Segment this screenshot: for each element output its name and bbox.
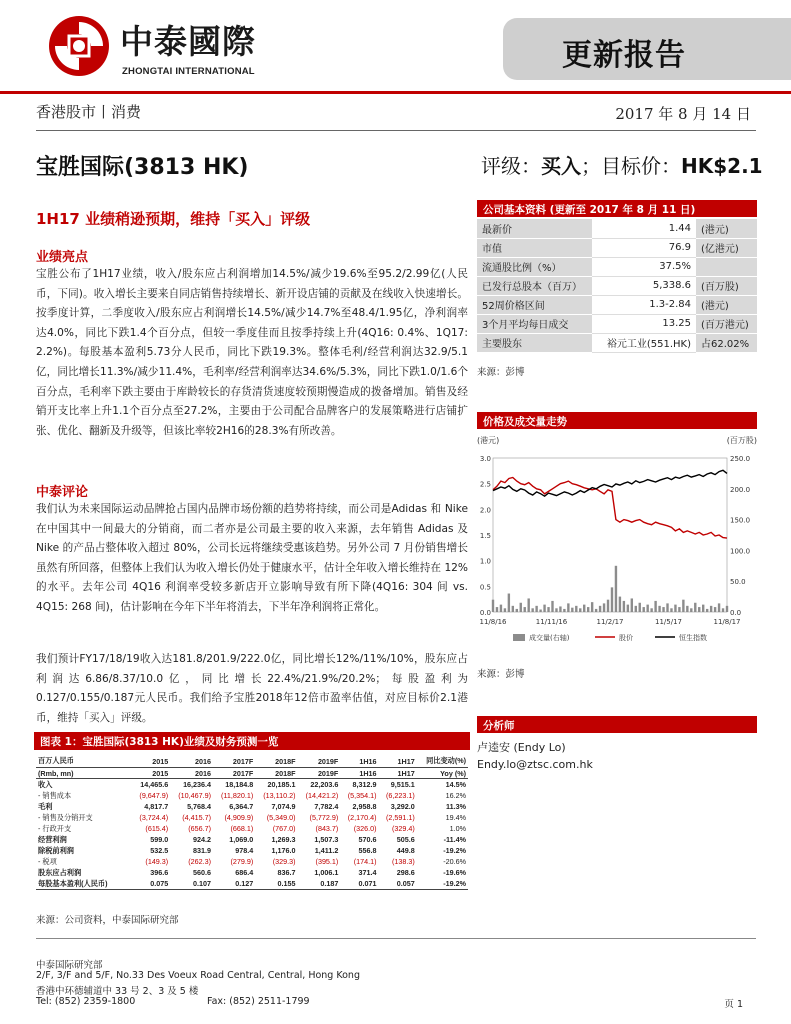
volume-bar — [520, 603, 522, 612]
fin-row — [36, 790, 468, 801]
volume-bar — [627, 605, 629, 612]
fin-cell: 3,292.0 — [390, 802, 415, 811]
volume-bar — [722, 608, 724, 612]
fin-cell: 毛利 — [38, 801, 53, 811]
fin-cell: 505.6 — [396, 835, 415, 844]
volume-bar — [670, 608, 672, 612]
volume-bar — [726, 606, 728, 612]
volume-bar — [531, 608, 533, 612]
basic-info-unit: 占62.02% — [696, 333, 757, 352]
volume-bar — [646, 605, 648, 612]
left-axis-label: (港元) — [477, 436, 500, 445]
x-tick-label: 11/8/17 — [713, 618, 741, 626]
fin-cell: (10,467.9) — [178, 791, 212, 800]
fin-row — [36, 834, 468, 845]
fin-cell: (3,724.4) — [139, 813, 169, 822]
volume-bar — [639, 603, 641, 612]
fin-header-cell: 百万人民币 — [38, 756, 74, 765]
fin-cell: 18,184.8 — [225, 780, 254, 789]
basic-info-source: 来源：彭博 — [477, 367, 525, 378]
logo-chinese-name: 中泰國際 — [120, 22, 256, 61]
fin-cell: 8,312.9 — [352, 780, 377, 789]
fin-cell: (9,647.9) — [139, 791, 169, 800]
volume-bar — [595, 609, 597, 612]
company-title: 宝胜国际(3813 HK) — [36, 155, 249, 180]
comment-paragraph: 我们认为未来国际运动品牌抢占国内品牌市场份额的趋势将持续，而公司是Adidas 和 Nike 在中国其中一间最大的分销商，而二者亦是公司最主要的收入来源，去年销售 Adidas 及 Nike 的产品占整体收入超过 80%，公司长远将继续受惠该趋势。另外公司 7 月份销售增长虽然有所回落，但整体上我们认为收入增长仍处于健康水平，估计全年收入增长维持在 12%的水平。去年公司 4Q16 利润率受较多新店开立影响导致有所下降(4Q16: 304 间 vs. 4Q15: 268 间)，估计影响在今年下半年将消去，下半年净利润将正常化。 — [36, 503, 468, 613]
basic-info-unit: (港元) — [696, 295, 757, 314]
forecast-paragraph: 我们预计FY17/18/19收入达181.8/201.9/222.0亿，同比增长12%/11%/10%，股东应占利润达6.86/8.37/10.0亿，同比增长22.4%/21.9%/20.2%；每股盈利为0.127/0.155/0.187元人民币。我们给予宝胜2018年12倍市盈率估值，对应目标价2.1港币，维持「买入」评级。 — [36, 653, 468, 724]
fin-cell: -19.6% — [443, 868, 466, 877]
volume-bar — [539, 610, 541, 612]
analyst-email-link[interactable]: Endy.lo@ztsc.com.hk — [477, 758, 593, 771]
fin-cell: 6,364.7 — [229, 802, 254, 811]
report-type-title: 更新报告 — [562, 38, 686, 73]
fin-cell: 0.187 — [297, 878, 340, 890]
left-tick-label: 0.5 — [479, 583, 491, 592]
price-chart-source: 来源：彭博 — [477, 669, 525, 680]
fin-cell: 1,176.0 — [271, 846, 296, 855]
x-tick-label: 11/11/16 — [535, 618, 568, 626]
volume-bar — [678, 607, 680, 612]
header-divider — [0, 91, 791, 94]
fin-cell: - 销售及分销开支 — [38, 812, 93, 822]
fin-cell: (11,820.1) — [221, 791, 254, 800]
fin-cell: - 销售成本 — [38, 790, 72, 800]
basic-info-table — [477, 219, 757, 353]
fin-cell: (6,223.1) — [385, 791, 415, 800]
volume-bar — [579, 608, 581, 612]
volume-bar — [559, 606, 561, 612]
fin-cell: - 税项 — [38, 856, 57, 866]
fin-cell: (2,591.1) — [385, 813, 415, 822]
fin-cell: 0.071 — [340, 878, 378, 890]
fin-cell: 22,203.6 — [310, 780, 339, 789]
right-tick-label: 150.0 — [730, 516, 751, 525]
volume-bar — [555, 608, 557, 612]
fin-cell: 每股基本盈利(人民币) — [36, 878, 132, 890]
fin-cell: 19.4% — [445, 813, 466, 822]
basic-info-row — [477, 219, 757, 238]
fin-header-cell: 2018F — [275, 756, 296, 766]
volume-bar — [527, 598, 529, 612]
fin-cell: 371.4 — [358, 868, 377, 877]
analyst-name: 卢逵安 (Endy Lo) — [477, 741, 566, 754]
fin-cell: 1,069.0 — [229, 835, 254, 844]
basic-info-row — [477, 276, 757, 295]
fin-cell: 0.075 — [132, 878, 170, 890]
volume-bar — [563, 609, 565, 612]
volume-bar — [714, 607, 716, 612]
fin-cell: 1,269.3 — [271, 835, 296, 844]
volume-bar — [547, 607, 549, 612]
basic-info-unit: (港元) — [696, 219, 757, 238]
basic-info-row — [477, 295, 757, 314]
left-tick-label: 1.0 — [479, 557, 491, 566]
fin-cell: 831.9 — [193, 846, 212, 855]
fin-cell: (14,421.2) — [305, 791, 339, 800]
report-headline: 1H17 业绩稍逊预期，维持「买入」评级 — [36, 210, 311, 228]
x-tick-label: 11/5/17 — [655, 618, 682, 626]
volume-bar — [682, 600, 684, 612]
fin-cell: 1.0% — [449, 824, 466, 833]
volume-bar — [603, 603, 605, 612]
basic-info-row — [477, 314, 757, 333]
basic-info-unit: (百万港元) — [696, 314, 757, 333]
volume-bar — [710, 606, 712, 612]
fin-row — [36, 845, 468, 856]
fin-subheader-cell: (Rmb, mn) — [36, 768, 132, 779]
basic-info-label: 3个月平均每日成交 — [477, 314, 592, 333]
volume-bar — [666, 603, 668, 612]
fin-cell: 556.8 — [358, 846, 377, 855]
fin-subheader-cell: 2017F — [213, 768, 255, 779]
fin-cell: 686.4 — [235, 868, 254, 877]
fin-row — [36, 812, 468, 823]
basic-info-value: 13.25 — [592, 314, 696, 333]
fin-cell: 570.6 — [358, 835, 377, 844]
volume-bar — [504, 608, 506, 612]
fin-cell: (4,909.9) — [224, 813, 254, 822]
volume-bar — [654, 601, 656, 612]
fin-subheader-cell: 2019F — [297, 768, 340, 779]
fin-cell: 9,515.1 — [390, 780, 415, 789]
basic-info-value: 76.9 — [592, 238, 696, 257]
footer-tel: Tel: (852) 2359-1800 — [36, 996, 136, 1007]
footer-fax: Fax: (852) 2511-1799 — [207, 996, 310, 1007]
fin-cell: 收入 — [38, 779, 53, 789]
volume-bar — [492, 600, 494, 612]
basic-info-value: 37.5% — [592, 257, 696, 276]
fin-subheader-cell: Yoy (%) — [417, 768, 468, 779]
left-tick-label: 3.0 — [479, 455, 491, 463]
fin-header-cell: 1H16 — [359, 756, 377, 766]
fin-cell: 0.107 — [170, 878, 213, 890]
basic-info-value: 裕元工业(551.HK) — [592, 333, 696, 352]
volume-bar — [611, 587, 613, 612]
left-tick-label: 0.0 — [479, 609, 491, 617]
financial-table-title: 图表 1：宝胜国际(3813 HK)业绩及财务预测一览 — [34, 732, 470, 750]
basic-info-unit — [696, 257, 757, 276]
volume-bar — [674, 605, 676, 612]
fin-cell: (326.0) — [353, 824, 377, 833]
volume-bar — [571, 608, 573, 612]
fin-subheader-cell: 2018F — [255, 768, 297, 779]
fin-cell: 1,507.3 — [314, 835, 339, 844]
subheader-divider — [36, 130, 756, 131]
fin-cell: 298.6 — [396, 868, 415, 877]
volume-bar — [662, 607, 664, 612]
fin-cell: (767.0) — [272, 824, 296, 833]
fin-cell: (149.3) — [145, 857, 169, 866]
fin-cell: 978.4 — [235, 846, 254, 855]
volume-bar — [524, 607, 526, 612]
right-tick-label: 200.0 — [730, 485, 751, 494]
fin-cell: 836.7 — [277, 868, 296, 877]
legend-volume-swatch — [513, 634, 525, 641]
basic-info-label: 市值 — [477, 238, 592, 257]
volume-bar — [698, 607, 700, 612]
basic-info-label: 52周价格区间 — [477, 295, 592, 314]
basic-info-label: 最新价 — [477, 219, 592, 238]
basic-info-value: 5,338.6 — [592, 276, 696, 295]
fin-cell: (395.1) — [315, 857, 339, 866]
fin-cell: 396.6 — [150, 868, 169, 877]
fin-cell: (174.1) — [353, 857, 377, 866]
footer-divider — [36, 938, 756, 939]
fin-cell: 7,782.4 — [314, 802, 339, 811]
volume-bar — [650, 608, 652, 612]
basic-info-label: 主要股东 — [477, 333, 592, 352]
left-tick-label: 2.5 — [479, 480, 491, 489]
basic-info-value: 1.44 — [592, 219, 696, 238]
fin-header-cell: 同比变动(%) — [426, 756, 466, 765]
fin-subheader-row — [36, 768, 468, 779]
basic-info-label: 已发行总股本（百万） — [477, 276, 592, 295]
financial-table-source: 来源：公司资料，中泰国际研究部 — [36, 915, 179, 926]
price-chart-title: 价格及成交量走势 — [477, 412, 757, 429]
analyst-title: 分析师 — [477, 716, 757, 733]
fin-cell: (2,170.4) — [347, 813, 377, 822]
basic-info-unit: (亿港元) — [696, 238, 757, 257]
basic-info-title: 公司基本资料 (更新至 2017 年 8 月 11 日) — [477, 200, 757, 217]
volume-bar — [543, 605, 545, 612]
fin-header-cell: 2017F — [232, 756, 254, 766]
fin-header-cell: 2016 — [195, 756, 212, 766]
basic-info-value: 1.3-2.84 — [592, 295, 696, 314]
fin-cell: 16.2% — [445, 791, 466, 800]
fin-cell: (843.7) — [315, 824, 339, 833]
legend-index-label: 恒生指数 — [679, 634, 707, 642]
volume-bar — [512, 606, 514, 612]
fin-cell: (138.3) — [391, 857, 415, 866]
fin-cell: (279.9) — [230, 857, 254, 866]
target-label: ；目标价： — [581, 154, 681, 178]
target-price: HK$2.1 — [681, 154, 763, 178]
fin-cell: 16,236.4 — [183, 780, 212, 789]
fin-cell: 532.5 — [150, 846, 169, 855]
fin-cell: (656.7) — [188, 824, 212, 833]
volume-bar — [635, 606, 637, 612]
volume-bar — [706, 609, 708, 612]
fin-cell: 1,411.2 — [314, 846, 339, 855]
volume-bar — [643, 607, 645, 612]
fin-cell: (13,110.2) — [263, 791, 296, 800]
comment-heading: 中泰评论 — [36, 485, 89, 500]
fin-cell: -19.2% — [417, 878, 468, 890]
fin-subheader-cell: 2016 — [170, 768, 213, 779]
fin-row — [36, 823, 468, 834]
fin-cell: (329.4) — [391, 824, 415, 833]
logo-english-name: ZHONGTAI INTERNATIONAL — [122, 66, 255, 77]
fin-subheader-cell: 1H17 — [379, 768, 417, 779]
volume-bar — [508, 594, 510, 612]
report-date: 2017 年 8 月 14 日 — [615, 105, 751, 123]
volume-bar — [516, 609, 518, 612]
fin-cell: 0.127 — [213, 878, 255, 890]
volume-bar — [500, 605, 502, 612]
section-label: 香港股市丨消费 — [36, 103, 142, 121]
fin-cell: 4,817.7 — [144, 802, 169, 811]
volume-bar — [694, 603, 696, 612]
zhongtai-logo-icon — [47, 14, 111, 78]
volume-bar — [496, 607, 498, 612]
volume-bar — [619, 597, 621, 612]
chart-frame — [493, 458, 727, 612]
fin-cell: 560.6 — [193, 868, 212, 877]
price-volume-chart — [477, 432, 761, 656]
volume-bar — [631, 598, 633, 612]
volume-bar — [535, 606, 537, 612]
x-tick-label: 11/8/16 — [479, 618, 507, 626]
fin-subheader-cell: 1H16 — [340, 768, 378, 779]
fin-cell: (329.3) — [272, 857, 296, 866]
basic-info-unit: (百万股) — [696, 276, 757, 295]
left-tick-label: 2.0 — [479, 506, 491, 515]
fin-cell: -20.6% — [443, 857, 466, 866]
fin-cell: 14,465.6 — [140, 780, 169, 789]
volume-bar — [658, 606, 660, 612]
fin-row — [36, 856, 468, 867]
fin-cell: 0.057 — [379, 878, 417, 890]
fin-cell: 11.3% — [446, 802, 466, 811]
volume-bar — [686, 606, 688, 612]
basic-info-row — [477, 257, 757, 276]
fin-cell: (668.1) — [230, 824, 254, 833]
volume-bar — [607, 600, 609, 612]
fin-cell: (262.3) — [188, 857, 212, 866]
volume-bar — [575, 606, 577, 612]
volume-bar — [599, 606, 601, 612]
page-number: 页 1 — [724, 999, 743, 1010]
fin-cell: (615.4) — [145, 824, 169, 833]
right-tick-label: 250.0 — [730, 455, 751, 463]
volume-bar — [587, 607, 589, 612]
volume-bar — [615, 566, 617, 612]
fin-cell: -19.2% — [443, 846, 466, 855]
legend-price-label: 股价 — [619, 634, 633, 642]
fin-cell: - 行政开支 — [38, 823, 72, 833]
fin-cell: (4,415.7) — [182, 813, 212, 822]
right-tick-label: 100.0 — [730, 547, 751, 556]
right-axis-label: (百万股) — [726, 436, 757, 445]
footer-address-en: 2/F, 3/F and 5/F, No.33 Des Voeux Road Central, Central, Hong Kong — [36, 970, 360, 981]
right-tick-label: 0.0 — [730, 609, 742, 617]
fin-cell: 除税前利润 — [38, 845, 74, 855]
fin-row — [36, 867, 468, 878]
highlights-heading: 业绩亮点 — [36, 250, 89, 265]
fin-header-cell: 2015 — [152, 756, 169, 766]
footer-address-cn: 香港中环德辅道中 33 号 2、3 及 5 楼 — [36, 986, 199, 997]
left-tick-label: 1.5 — [479, 532, 491, 540]
fin-cell: 经营利润 — [38, 834, 67, 844]
rating-summary — [481, 150, 763, 179]
legend-volume-label: 成交量(右轴) — [529, 634, 570, 642]
basic-info-row — [477, 238, 757, 257]
fin-cell: (5,349.0) — [266, 813, 296, 822]
rating-label: 评级： — [481, 154, 541, 178]
fin-cell: 7,074.9 — [271, 802, 296, 811]
x-tick-label: 11/2/17 — [596, 618, 624, 626]
footer-company: 中泰国际研究部 — [36, 960, 103, 971]
fin-cell: 1,006.1 — [314, 868, 339, 877]
fin-cell: (5,772.9) — [309, 813, 339, 822]
rating-value: 买入 — [541, 154, 581, 178]
fin-header-cell: 2019F — [317, 756, 339, 766]
fin-cell: -11.4% — [443, 835, 466, 844]
right-tick-label: 50.0 — [730, 578, 746, 587]
fin-cell: 2,958.8 — [352, 802, 377, 811]
volume-bar — [583, 605, 585, 612]
volume-bar — [702, 605, 704, 612]
fin-cell: 0.155 — [255, 878, 297, 890]
volume-bar — [551, 601, 553, 612]
fin-cell: 14.5% — [445, 780, 466, 789]
fin-row — [36, 801, 468, 812]
fin-header-cell: 1H17 — [397, 756, 415, 766]
fin-cell: 599.0 — [150, 835, 169, 844]
fin-cell: (5,354.1) — [347, 791, 377, 800]
highlights-paragraph: 宝胜公布了1H17业绩，收入/股东应占利润增加14.5%/减少19.6%至95.2/2.99亿(人民币，下同)。收入增长主要来自同店销售持续增长、新开设店铺的贡献及在线收入快速增长。按季度计算，二季度收入/股东应占利润增长14.5%/减少14.7%至48.4/1.95亿，净利润率达4.0%，同比下跌1.4个百分点，但较一季度佳而且按季持续上升(4Q16: 0.4%、1Q17: 2.2%)。每股基本盈利5.73分人民币，同比下跌19.3%。整体毛利/经营利润达32.9/5.1亿，同比增长11.3%/减少11.4%，毛利率/经营利润率达34.6%/5.3%，同比下跌1.0/1.6个百分点，毛利率下跌主要由于库龄较长的存货清货速度较预期慢造成的拨备增加。销售及经销开支比率上升1.1个百分点至27.2%，主要由于公司配合品牌客户的发展策略进行店铺扩张、优化、翻新及升级等，但该比率较2H16的28.3%有所改善。 — [36, 268, 468, 437]
fin-cell: 20,185.1 — [267, 780, 296, 789]
volume-bar — [718, 603, 720, 612]
volume-bar — [567, 603, 569, 612]
volume-bar — [591, 602, 593, 612]
fin-cell: 股东应占利润 — [38, 867, 82, 877]
basic-info-row — [477, 333, 757, 352]
fin-subheader-cell: 2015 — [132, 768, 170, 779]
volume-bar — [623, 601, 625, 612]
fin-cell: 924.2 — [193, 835, 212, 844]
fin-cell: 5,768.4 — [187, 802, 212, 811]
fin-cell: 449.8 — [396, 846, 415, 855]
fin-row — [36, 779, 468, 791]
volume-bar — [690, 608, 692, 612]
financial-forecast-table — [36, 755, 468, 890]
basic-info-label: 流通股比例（%） — [477, 257, 592, 276]
fin-row — [36, 878, 468, 890]
